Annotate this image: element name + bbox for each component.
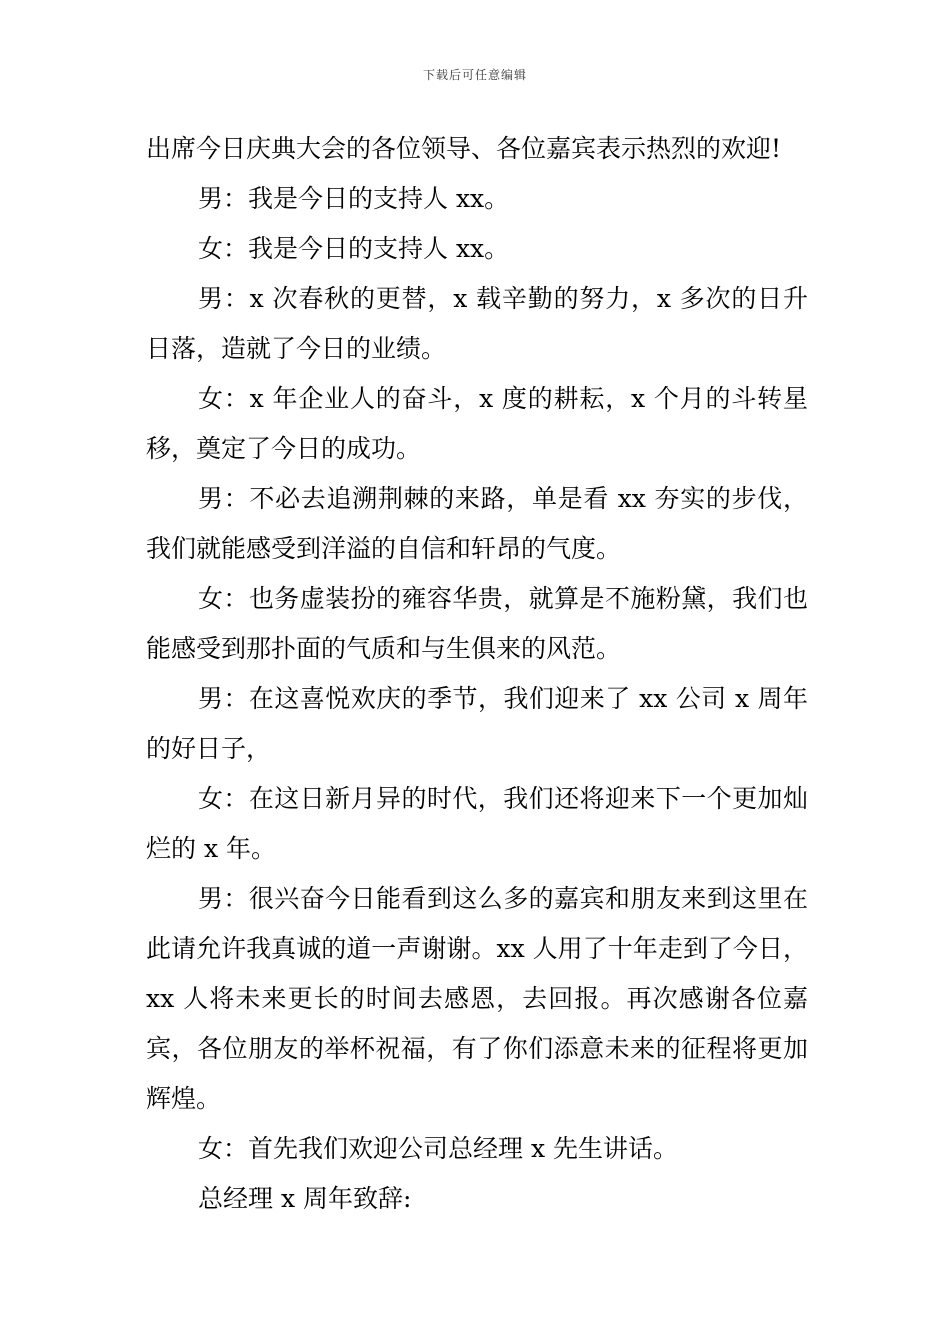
paragraph: 总经理 x 周年致辞:: [198, 1184, 412, 1213]
document-body: [146, 124, 808, 1224]
paragraph: 女：我是今日的支持人 xx。: [198, 234, 510, 263]
paragraph: 女：x 年企业人的奋斗，x 度的耕耘，x 个月的斗转星移，奠定了今日的成功。: [146, 384, 808, 463]
paragraph: 女：在这日新月异的时代，我们还将迎来下一个更加灿烂的 x 年。: [146, 784, 808, 863]
paragraph: 女：也务虚装扮的雍容华贵，就算是不施粉黛，我们也能感受到那扑面的气质和与生俱来的风范。: [146, 584, 808, 663]
paragraph: 男：在这喜悦欢庆的季节，我们迎来了 xx 公司 x 周年的好日子，: [146, 684, 808, 763]
paragraph: 出席今日庆典大会的各位领导、各位嘉宾表示热烈的欢迎!: [146, 134, 782, 163]
paragraph: 男：很兴奋今日能看到这么多的嘉宾和朋友来到这里在此请允许我真诚的道一声谢谢。xx 人用了十年走到了今日，xx 人将未来更长的时间去感恩，去回报。再次感谢各位嘉宾，各位朋友的举杯祝福，有了你们添意未来的征程将更加辉煌。: [146, 884, 808, 1113]
paragraph: 男：x 次春秋的更替，x 载辛勤的努力，x 多次的日升日落，造就了今日的业绩。: [146, 284, 808, 363]
paragraph: 男：不必去追溯荆棘的来路，单是看 xx 夯实的步伐，我们就能感受到洋溢的自信和轩昂的气度。: [146, 484, 808, 563]
paragraph: 女：首先我们欢迎公司总经理 x 先生讲话。: [198, 1134, 678, 1163]
paragraph: 男：我是今日的支持人 xx。: [198, 184, 510, 213]
header-note: 下载后可任意编辑: [422, 68, 527, 82]
